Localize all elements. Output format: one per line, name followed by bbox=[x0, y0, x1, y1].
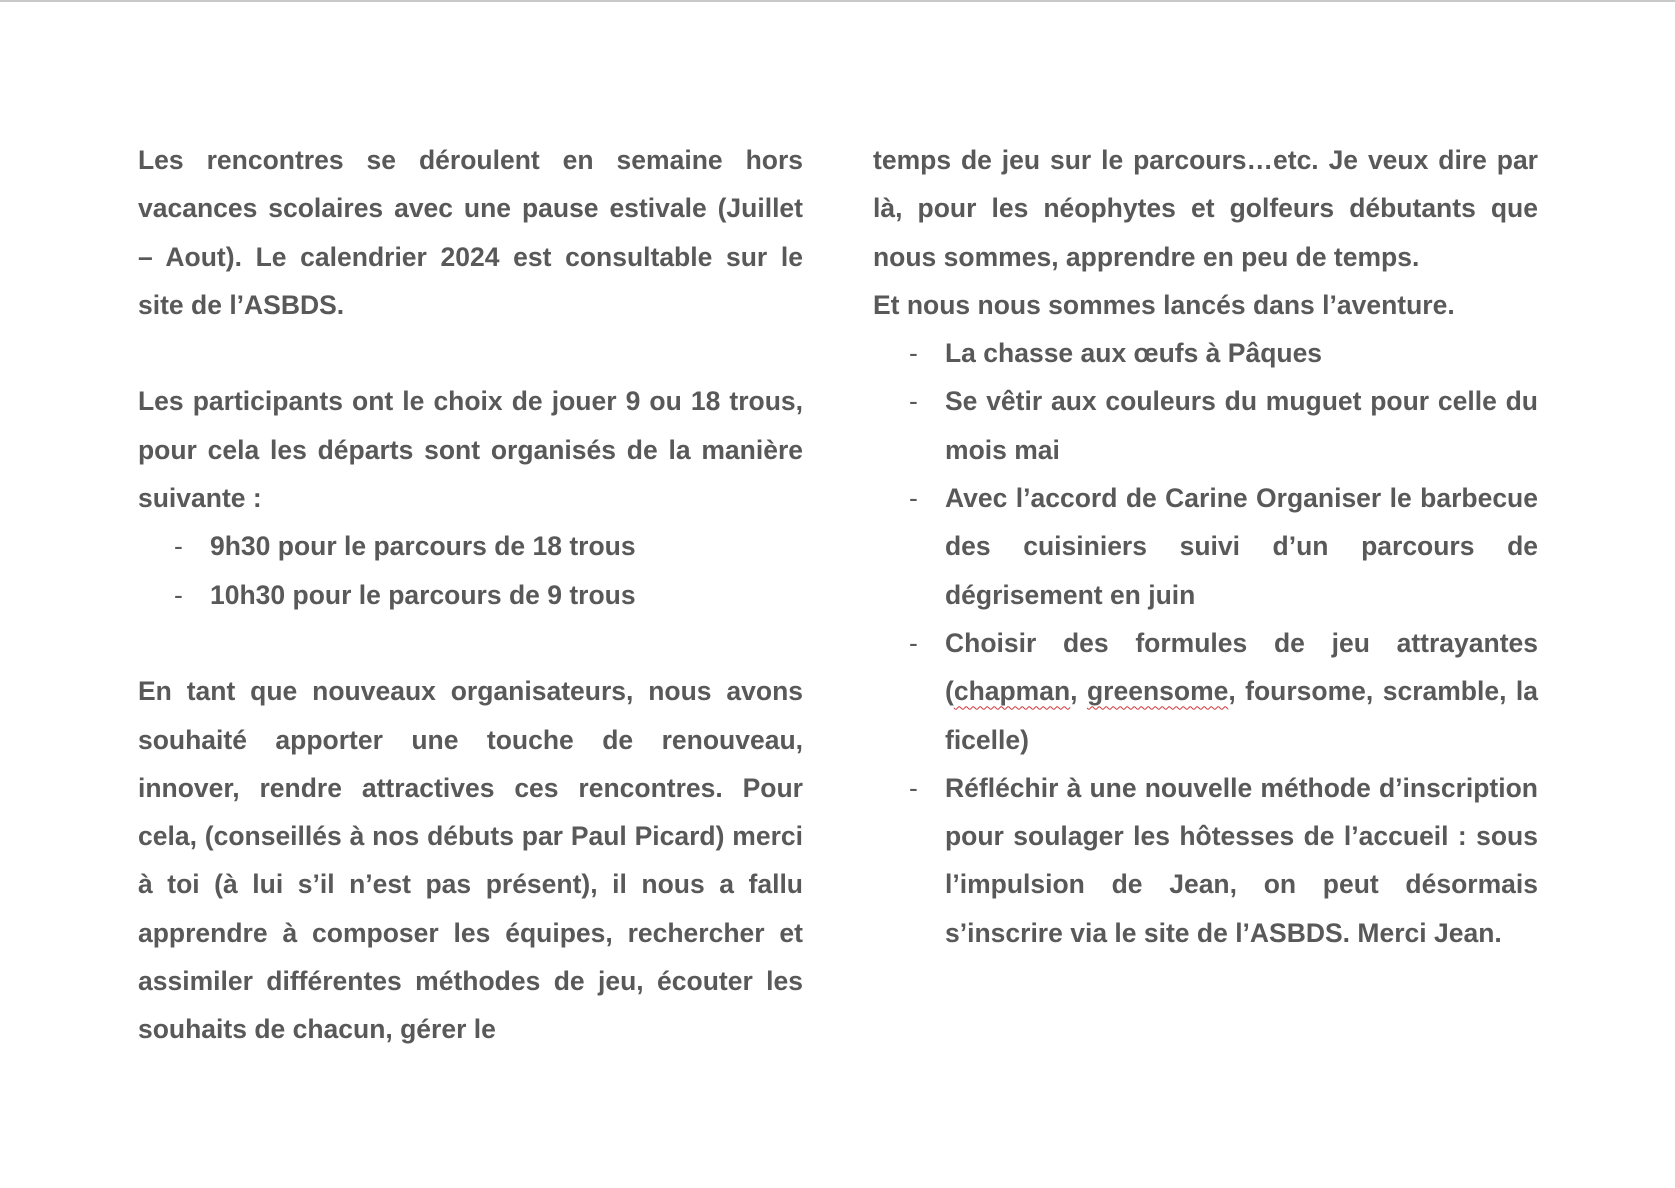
list-item-text bbox=[945, 628, 1538, 755]
dash-bullet: - bbox=[174, 531, 183, 562]
list-item-text: 9h30 pour le parcours de 18 trous bbox=[210, 531, 636, 562]
dash-bullet: - bbox=[909, 386, 918, 417]
list-item-text: 10h30 pour le parcours de 9 trous bbox=[210, 579, 636, 610]
spellcheck-word[interactable]: greensome bbox=[1086, 676, 1229, 707]
list-item-text: La chasse aux œufs à Pâques bbox=[945, 338, 1323, 369]
list-item bbox=[138, 571, 803, 619]
text-segment: Choisir des formules de jeu attrayantes ( bbox=[945, 627, 1538, 707]
text-segment: , bbox=[1070, 676, 1087, 707]
list-item-text: Se vêtir aux couleurs du muguet pour celle du mois mai bbox=[945, 386, 1538, 465]
dash-bullet: - bbox=[174, 579, 183, 610]
list-item bbox=[873, 377, 1538, 474]
dash-bullet: - bbox=[909, 338, 918, 369]
list-item bbox=[873, 764, 1538, 957]
departures-list bbox=[138, 522, 803, 619]
intro-paragraph: Les rencontres se déroulent en semaine hors vacances scolaires avec une pause estivale (Juillet – Aout). Le calendrier 2024 est consultable sur le site de l’ASBDS. bbox=[138, 145, 803, 320]
right-column bbox=[873, 136, 1538, 957]
spellcheck-word[interactable]: chapman bbox=[953, 676, 1071, 707]
initiatives-list bbox=[873, 329, 1538, 957]
dash-bullet: - bbox=[909, 627, 918, 658]
organizers-paragraph: En tant que nouveaux organisateurs, nous avons souhaité apporter une touche de renouveau, innover, rendre attractives ces rencontres. Pour cela, (conseillés à nos débuts par Paul Picard) merci à toi (à lui s’il n’est pas présent), il nous a fallu apprendre à composer les équipes, rechercher et assimiler différentes méthodes de jeu, écouter les souhaits de chacun, gérer le bbox=[138, 676, 803, 1045]
list-item bbox=[873, 619, 1538, 764]
list-item bbox=[873, 329, 1538, 377]
list-item-text: Avec l’accord de Carine Organiser le barbecue des cuisiniers suivi d’un parcours de dégrisement en juin bbox=[945, 483, 1538, 610]
list-item-text: Réfléchir à une nouvelle méthode d’inscription pour soulager les hôtesses de l’accueil : sous l’impulsion de Jean, on peut désormais s’inscrire via le site de l’ASBDS. Merci Jean. bbox=[945, 772, 1538, 948]
empty-line bbox=[138, 619, 803, 667]
dash-bullet: - bbox=[909, 772, 918, 803]
continuation-paragraph: temps de jeu sur le parcours…etc. Je veux dire par là, pour les néophytes et golfeurs débutants que nous sommes, apprendre en peu de temps. bbox=[873, 145, 1538, 272]
empty-line bbox=[138, 329, 803, 377]
participants-paragraph: Les participants ont le choix de jouer 9 ou 18 trous, pour cela les départs sont organisés de la manière suivante : bbox=[138, 386, 803, 514]
list-item bbox=[873, 474, 1538, 619]
adventure-paragraph: Et nous nous sommes lancés dans l’aventure. bbox=[873, 289, 1455, 320]
dash-bullet: - bbox=[909, 483, 918, 514]
left-column bbox=[138, 136, 803, 1054]
text-segment: , foursome, scramble, la ficelle) bbox=[945, 676, 1538, 755]
list-item bbox=[138, 522, 803, 570]
